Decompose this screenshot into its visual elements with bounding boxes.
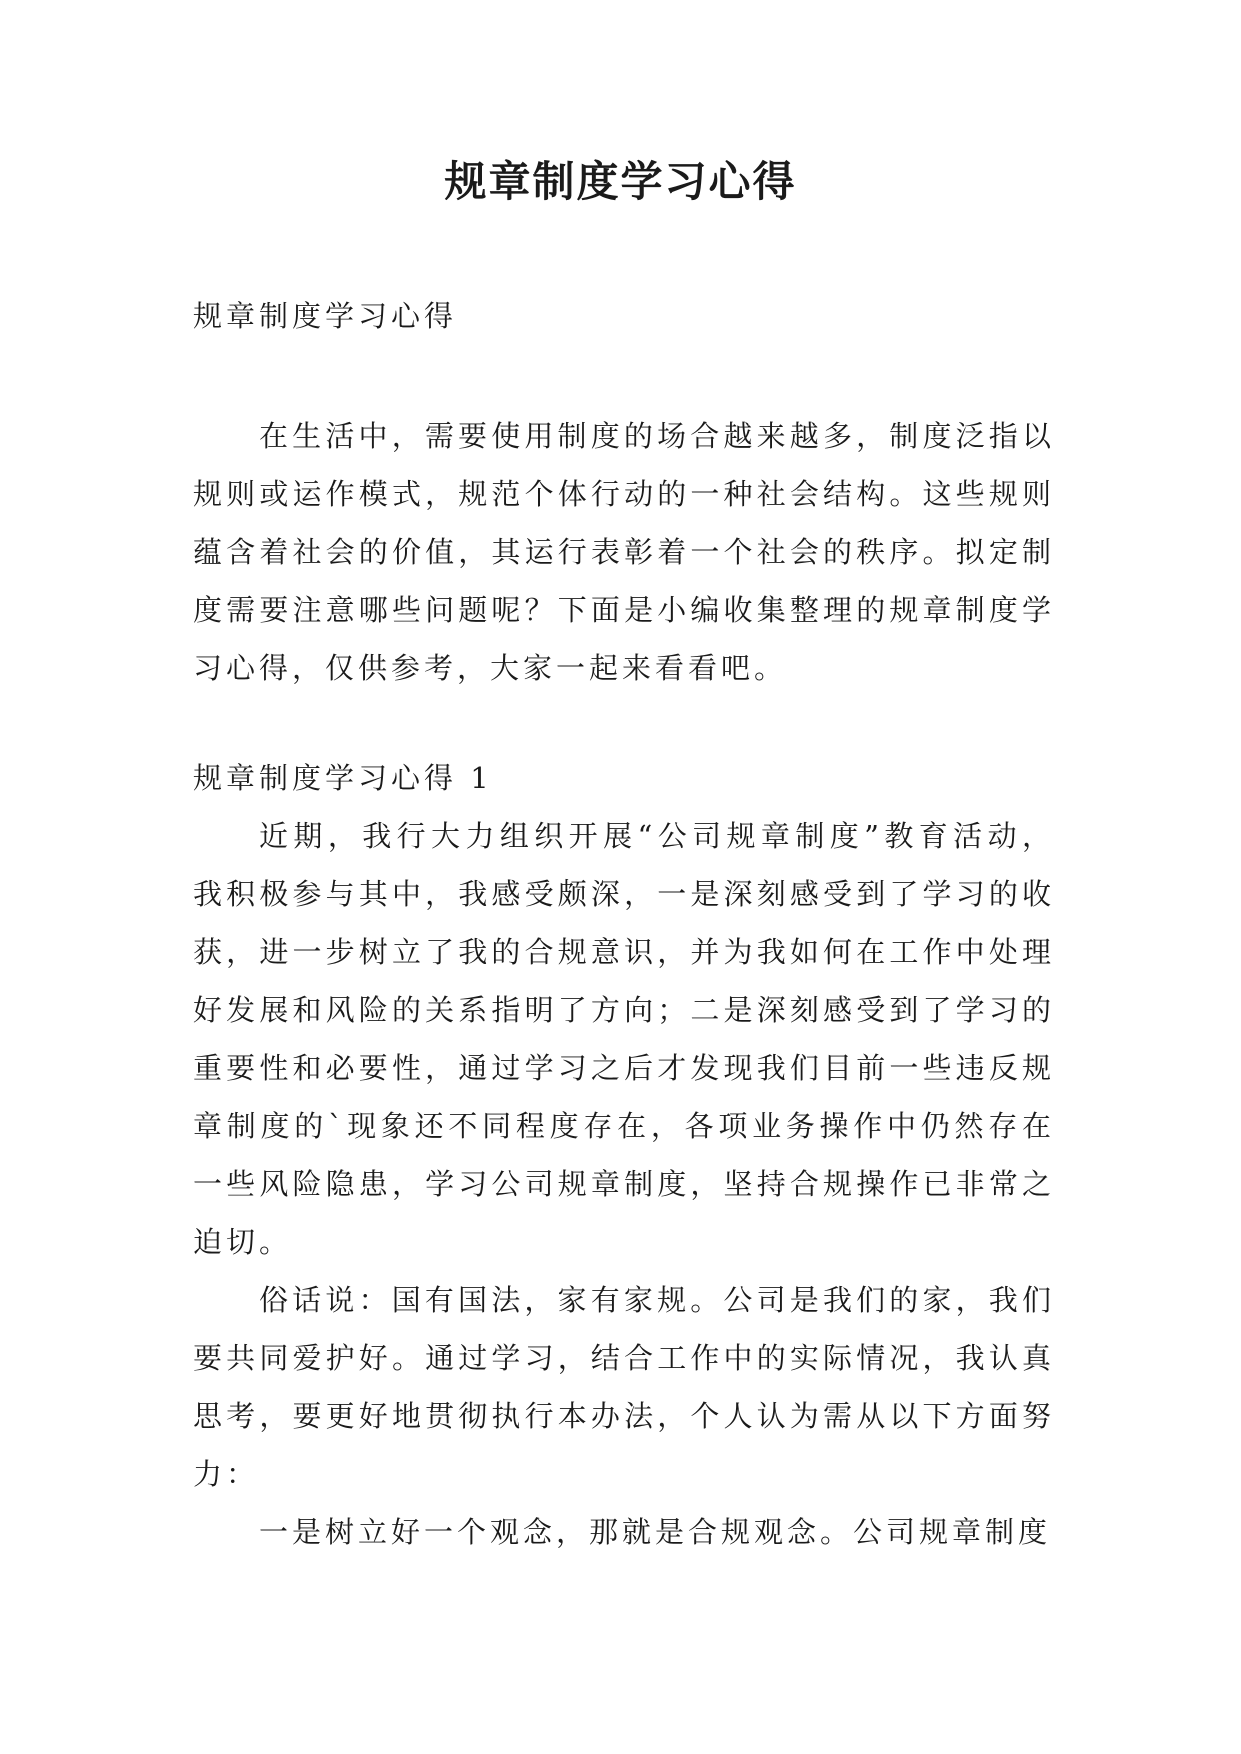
section-paragraph-1: 近期，我行大力组织开展“公司规章制度”教育活动，我积极参与其中，我感受颇深，一是深刻感受到了学习的收获，进一步树立了我的合规意识，并为我如何在工作中处理好发展和风险的关系指明了方向；二是深刻感受到了学习的重要性和必要性，通过学习之后才发现我们目前一些违反规章制度的`现象还不同程度存在，各项业务操作中仍然存在一些风险隐患，学习公司规章制度，坚持合规操作已非常之迫切。: [193, 819, 1055, 1259]
section-paragraph-2: 俗话说：国有国法，家有家规。公司是我们的家，我们要共同爱护好。通过学习，结合工作中的实际情况，我认真思考，要更好地贯彻执行本办法，个人认为需从以下方面努力：: [193, 1283, 1055, 1491]
document-body: [193, 287, 1055, 1561]
intro-paragraph: 在生活中，需要使用制度的场合越来越多，制度泛指以规则或运作模式，规范个体行动的一种社会结构。这些规则蕴含着社会的价值，其运行表彰着一个社会的秩序。拟定制度需要注意哪些问题呢？下面是小编收集整理的规章制度学习心得，仅供参考，大家一起来看看吧。: [193, 419, 1055, 685]
spacer: [193, 345, 1055, 407]
section-heading: 规章制度学习心得 1: [193, 761, 493, 795]
document-title: 规章制度学习心得: [444, 157, 797, 206]
subtitle: 规章制度学习心得: [193, 299, 458, 333]
section-paragraph-3: 一是树立好一个观念，那就是合规观念。公司规章制度: [259, 1515, 1052, 1549]
spacer: [193, 697, 1055, 749]
